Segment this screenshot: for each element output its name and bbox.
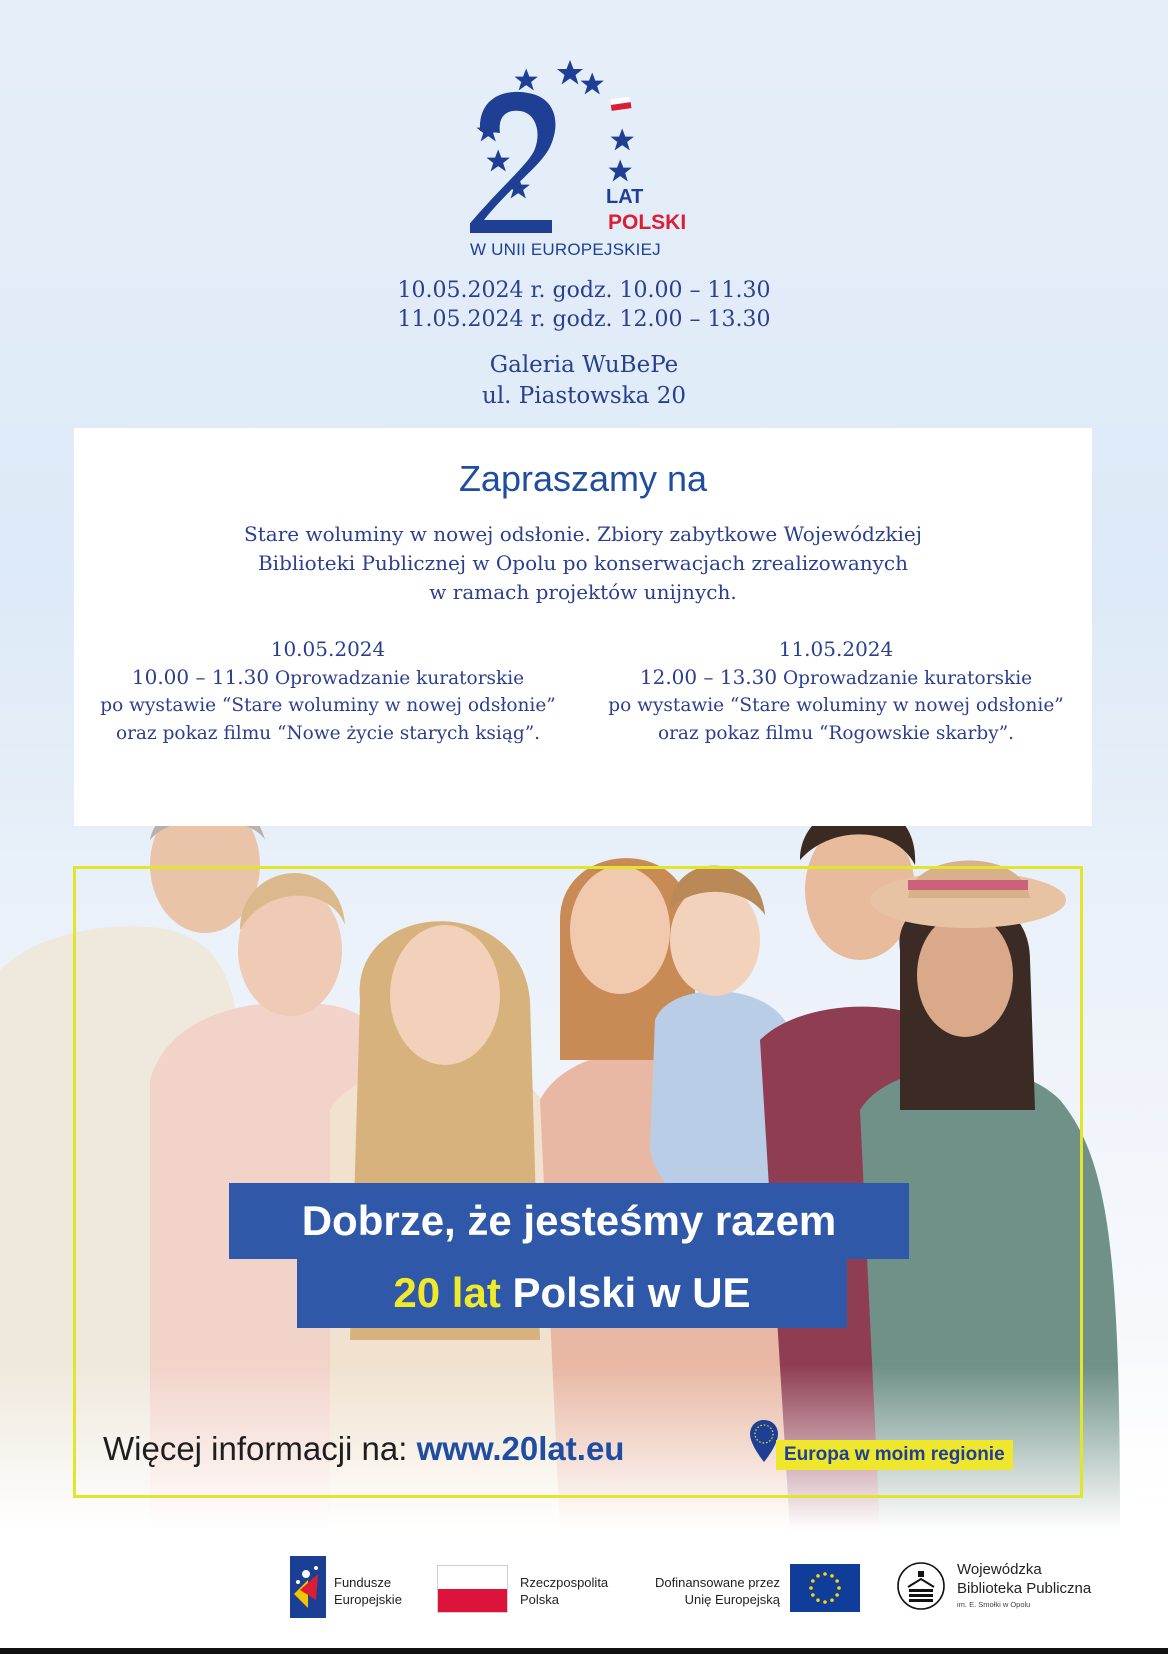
card-title: Zapraszamy na	[458, 458, 708, 499]
eu-star	[816, 1598, 820, 1602]
card-description	[164, 520, 1002, 607]
footer-rp-text	[520, 1574, 608, 1608]
event-venue	[0, 350, 1168, 412]
eu-flag-icon	[790, 1564, 860, 1612]
schedule-time: 12.00 – 13.30	[639, 664, 778, 689]
schedule-activity: Oprowadzanie kuratorskie	[777, 667, 1033, 689]
more-info-label: Więcej informacji na:	[103, 1430, 417, 1467]
more-info-link[interactable]: www.20lat.eu	[416, 1430, 625, 1467]
eu-star	[809, 1586, 813, 1590]
eu-star	[835, 1593, 839, 1597]
event-date-2: 11.05.2024 r. godz. 12.00 – 13.30	[397, 307, 771, 332]
footer-rp-line-2: Polska	[520, 1592, 560, 1607]
eu-star	[811, 1593, 815, 1597]
eu-star	[830, 1574, 834, 1578]
event-dates	[0, 276, 1168, 334]
schedule-day-2	[596, 636, 1076, 747]
description-line-2: Biblioteki Publicznej w Opolu po konserwacjach zrealizowanych	[257, 551, 909, 575]
description-line-1: Stare woluminy w nowej odsłonie. Zbiory zabytkowe Wojewódzkiej	[244, 522, 922, 546]
venue-address: ul. Piastowska 20	[482, 383, 686, 409]
logo-20-lat	[470, 55, 700, 265]
eu-star	[835, 1579, 839, 1583]
schedule-activity: Oprowadzanie kuratorskie	[269, 667, 525, 689]
footer-library-subtitle: im. E. Smołki w Opolu	[957, 1600, 1031, 1609]
slogan-rest: Polski w UE	[500, 1269, 751, 1316]
schedule-line-1	[596, 664, 1076, 693]
schedule-line-1	[88, 664, 568, 693]
eu-star	[823, 1572, 827, 1576]
footer-ue-line-1: Dofinansowane przez	[654, 1575, 780, 1590]
footer-ue-line-2: Unię Europejską	[684, 1592, 780, 1607]
footer-fe-line-1: Fundusze	[334, 1575, 392, 1590]
fundusze-europejskie-logo-icon	[290, 1556, 326, 1618]
footer-wbp-line-1: Wojewódzka	[957, 1561, 1042, 1578]
schedule-date: 11.05.2024	[778, 637, 894, 661]
slogan-banner-line-1: Dobrze, że jesteśmy razem	[229, 1183, 909, 1259]
invitation-card	[74, 428, 1092, 826]
region-badge: Europa w moim regionie	[776, 1440, 1013, 1470]
schedule-time: 10.00 – 11.30	[131, 664, 270, 689]
slogan-highlight: 20 lat	[393, 1269, 501, 1316]
footer-wbp-line-2: Biblioteka Publiczna	[957, 1580, 1092, 1597]
bottom-rule	[0, 1648, 1168, 1654]
schedule-day-1	[88, 636, 568, 747]
eu-star	[811, 1579, 815, 1583]
footer-fundusze-text	[334, 1574, 402, 1608]
footer-fe-line-2: Europejskie	[334, 1592, 402, 1607]
description-line-3: w ramach projektów unijnych.	[429, 580, 737, 604]
schedule-date: 10.05.2024	[270, 637, 386, 661]
more-info	[103, 1430, 624, 1468]
schedule-line-3: oraz pokaz filmu “Nowe życie starych ksiąg”.	[115, 722, 541, 744]
eu-star	[823, 1600, 827, 1604]
eu-star	[830, 1598, 834, 1602]
logo-w-unii-text: W UNII EUROPEJSKIEJ	[470, 240, 661, 259]
library-logo-icon	[896, 1561, 946, 1611]
schedule-line-2: po wystawie “Stare woluminy w nowej odsłonie”	[608, 695, 1064, 716]
slogan-banner-line-2	[297, 1258, 847, 1328]
footer-ue-text	[642, 1574, 780, 1608]
polish-flag-icon	[437, 1565, 508, 1613]
eu-star	[816, 1574, 820, 1578]
footer-rp-line-1: Rzeczpospolita	[520, 1575, 609, 1590]
yellow-frame	[73, 866, 1083, 1498]
schedule-line-3: oraz pokaz filmu “Rogowskie skarby”.	[657, 722, 1015, 744]
footer-library-name	[957, 1560, 1091, 1598]
event-date-1: 10.05.2024 r. godz. 10.00 – 11.30	[397, 278, 771, 303]
schedule-line-2: po wystawie “Stare woluminy w nowej odsłonie”	[100, 695, 556, 716]
logo-lat-text: LAT	[606, 186, 644, 208]
logo-polski-text: POLSKI	[608, 211, 687, 234]
eu-star	[837, 1586, 841, 1590]
venue-name: Galeria WuBePe	[489, 352, 679, 378]
